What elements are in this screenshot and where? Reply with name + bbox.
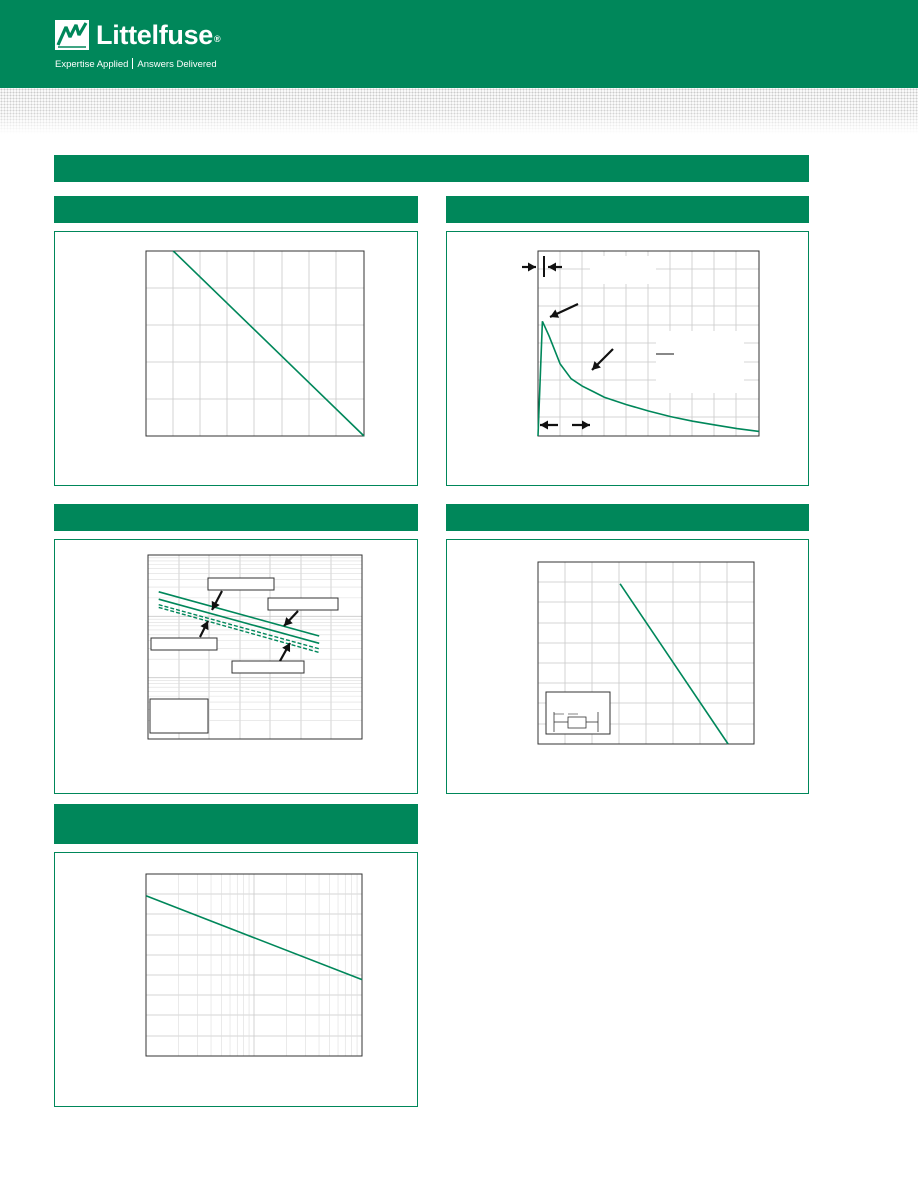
chart-1-frame [146,251,364,436]
section-title-bar [54,155,809,182]
chart-2 [538,251,759,436]
chart-2-label-area-mid [656,331,744,393]
chart-1-grid [146,251,364,436]
chart-2-duration-arrow-left-head [540,421,548,430]
halftone-fade [0,88,918,134]
page-header [0,0,918,88]
chart-2-duration-arrow-right-head [582,421,590,430]
chart-3-label-box-1 [208,578,274,590]
chart-2-front-arrow-right-head [548,263,556,272]
tagline-divider [132,58,133,69]
chart-3-legend-box [150,699,208,733]
chart-3 [148,555,362,739]
chart-4-series-line-0 [620,584,728,744]
chart-5 [146,874,362,1056]
trademark-mark: ® [214,34,221,44]
figure-1-title-bar [54,196,418,223]
tagline-right: Answers Delivered [137,59,217,70]
figure-2-title-bar [446,196,809,223]
chart-5-minor-grid [179,874,358,1056]
brand-name: Littelfuse® [96,20,221,50]
figure-4-title-bar [446,504,809,531]
chart-3-label-box-2 [268,598,338,610]
tagline-left: Expertise Applied [55,59,129,70]
chart-1-series-line-0 [173,251,364,436]
tagline [55,58,217,71]
chart-3-label-box-3 [151,638,217,650]
littelfuse-logo-icon [55,20,89,50]
chart-2-label-area-top [590,256,656,284]
chart-3-label-box-4 [232,661,304,673]
figure-5-title-bar [54,804,418,844]
chart-4 [538,562,754,744]
chart-1 [146,251,364,436]
figure-3-title-bar [54,504,418,531]
